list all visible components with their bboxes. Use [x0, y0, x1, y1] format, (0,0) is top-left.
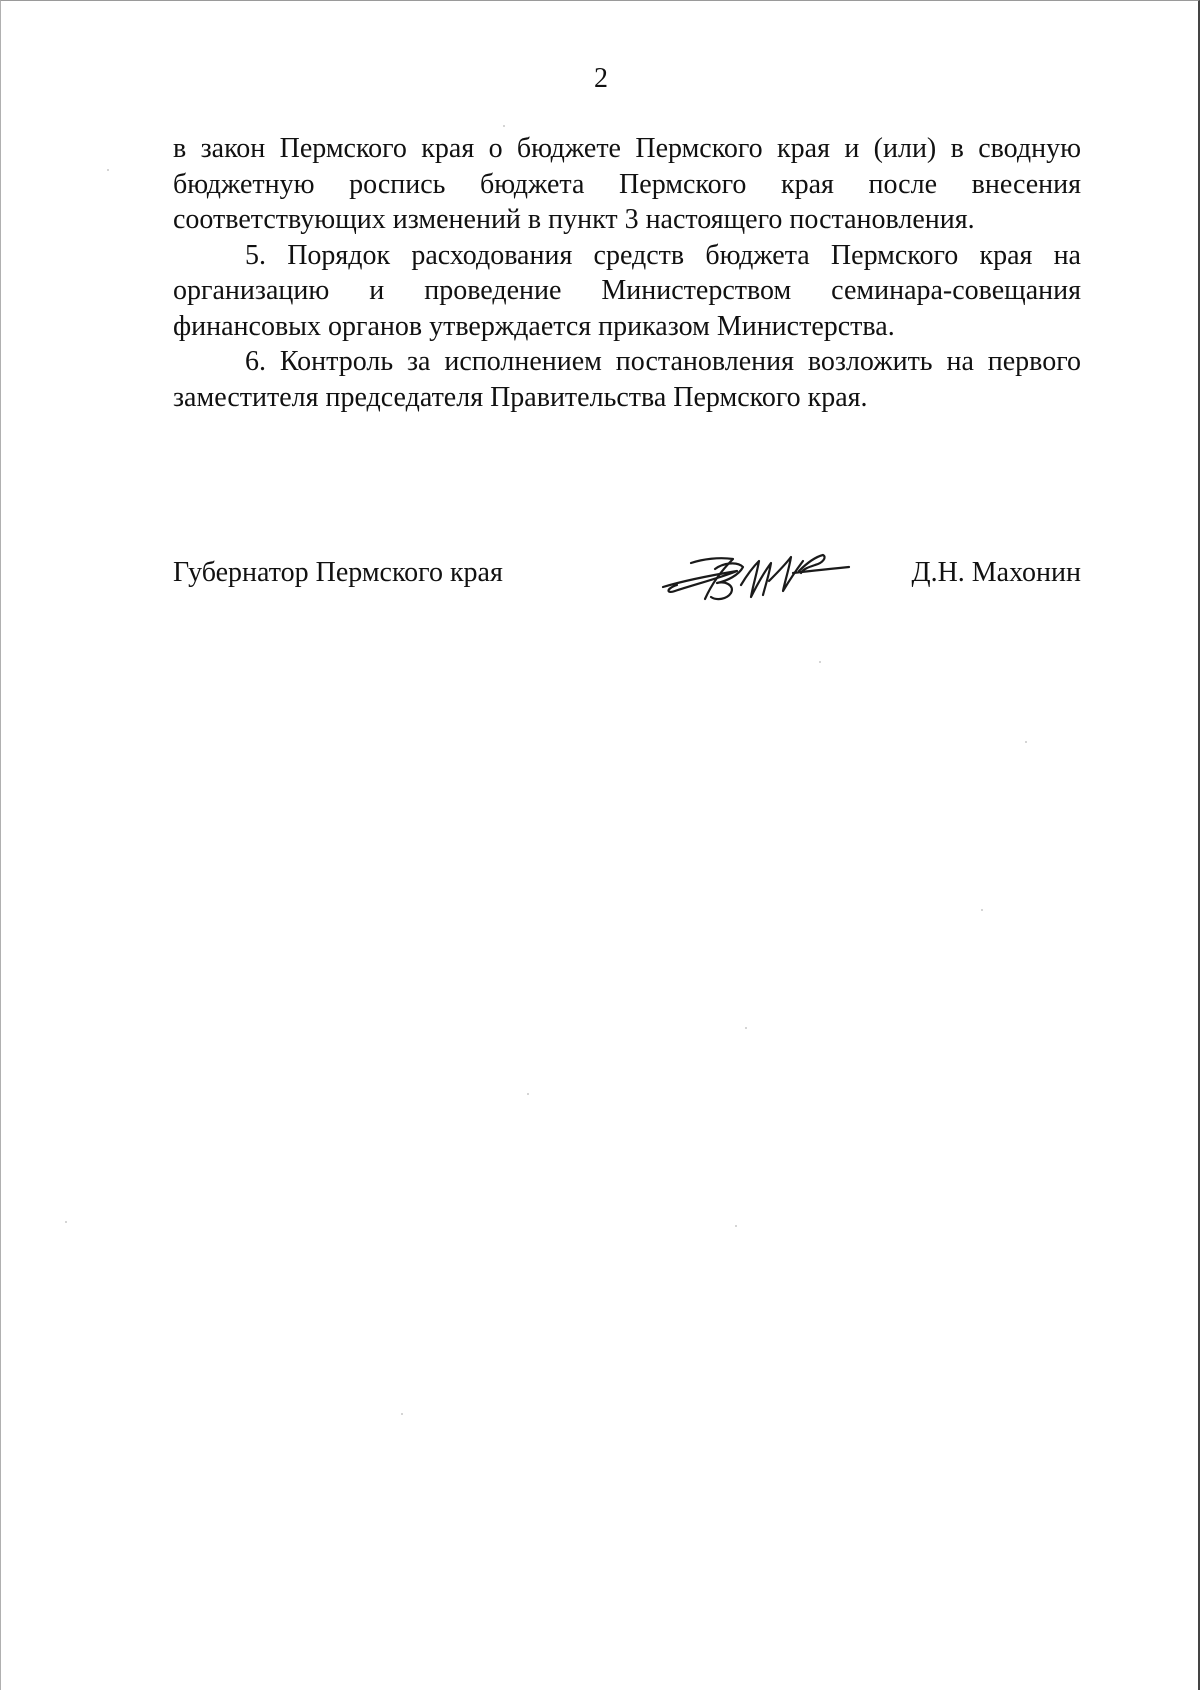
- signature-block: [173, 549, 1081, 619]
- paragraph-item-6: 6. Контроль за исполнением постановления возложить на первого заместителя председателя Правительства Пермского края.: [173, 346, 1081, 413]
- scan-speck: [819, 661, 821, 663]
- scan-speck: [107, 169, 109, 171]
- signatory-title: Губернатор Пермского края: [173, 557, 503, 588]
- paragraph-continuation: в закон Пермского края о бюджете Пермского края и (или) в сводную бюджетную роспись бюджета Пермского края после внесения соответствующих изменений в пункт 3 настоящего постановления.: [173, 133, 1081, 235]
- scan-speck: [1025, 741, 1027, 743]
- scan-speck: [527, 1093, 529, 1095]
- scan-speck: [981, 909, 983, 911]
- scan-speck: [503, 125, 505, 127]
- signatory-name: Д.Н. Махонин: [911, 557, 1081, 588]
- scan-speck: [65, 1221, 67, 1223]
- handwritten-signature: [653, 541, 853, 611]
- paragraph-item-5: 5. Порядок расходования средств бюджета Пермского края на организацию и проведение Министерством семинара-совещания финансовых органов утверждается приказом Министерства.: [173, 239, 1081, 342]
- page-number: 2: [594, 63, 608, 94]
- scan-speck: [401, 1413, 403, 1415]
- scan-speck: [735, 1225, 737, 1227]
- scan-speck: [745, 1027, 747, 1029]
- document-body: [173, 131, 1081, 415]
